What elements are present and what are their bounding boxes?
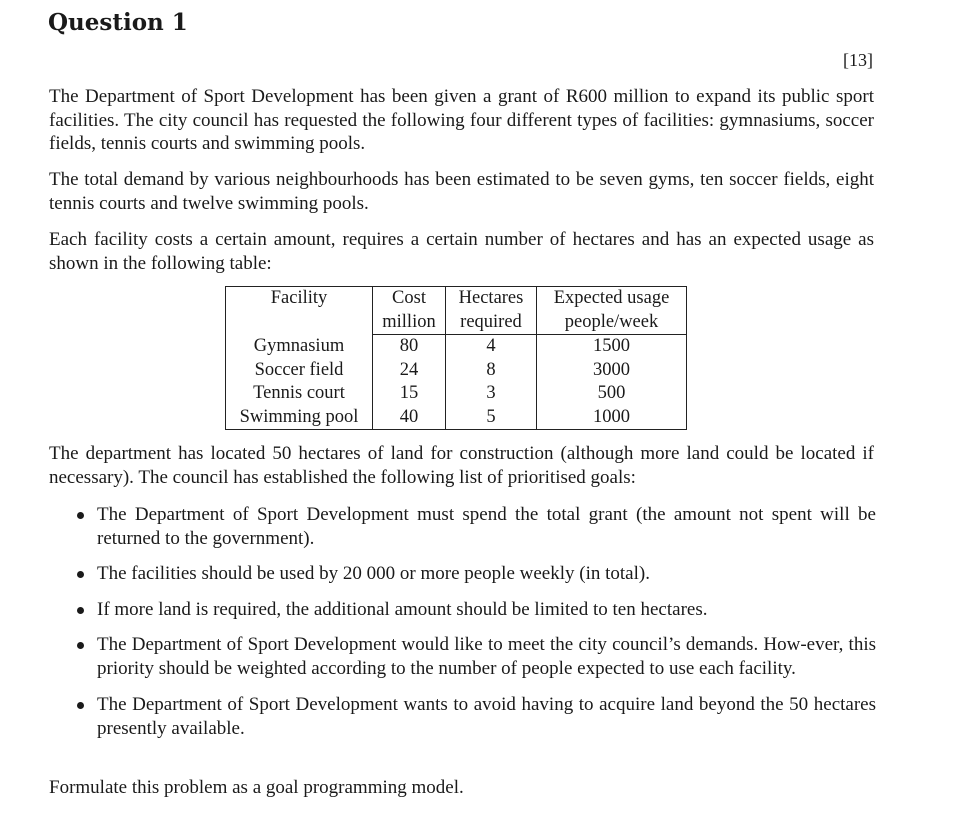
cell-cost: 80	[373, 335, 446, 359]
bullet-icon	[77, 512, 84, 519]
cell-usage: 1500	[537, 335, 687, 359]
goal-text: The Department of Sport Development would like to meet the city council’s demands. How-ever, this priority should be weighted according to the number of people expected to use each facility.	[97, 634, 876, 679]
cell-usage: 1000	[537, 406, 687, 430]
header-usage: Expected usage	[537, 287, 687, 311]
cell-facility: Swimming pool	[226, 406, 373, 430]
costs-paragraph: Each facility costs a certain amount, requires a certain number of hectares and has an expected usage as shown in the following table:	[49, 229, 874, 274]
header-cost-unit: million	[373, 311, 446, 335]
list-item	[76, 562, 876, 586]
bullet-icon	[77, 702, 84, 709]
goal-text: The Department of Sport Development must spend the total grant (the amount not spent will be returned to the government).	[97, 504, 876, 549]
cell-cost: 15	[373, 382, 446, 406]
cell-facility: Tennis court	[226, 382, 373, 406]
list-item	[76, 693, 876, 740]
cell-hectares: 8	[446, 359, 537, 383]
header-hectares-unit: required	[446, 311, 537, 335]
cell-facility: Soccer field	[226, 359, 373, 383]
bullet-icon	[77, 571, 84, 578]
marks-label: [13]	[843, 50, 873, 70]
goal-text: If more land is required, the additional amount should be limited to ten hectares.	[97, 598, 708, 620]
question-title: Question 1	[48, 9, 188, 36]
goal-text: The facilities should be used by 20 000 or more people weekly (in total).	[97, 563, 650, 584]
table-row	[226, 382, 687, 406]
list-item	[76, 598, 876, 622]
list-item	[76, 503, 876, 550]
list-item	[76, 633, 876, 680]
goals-list	[76, 503, 876, 740]
bullet-icon	[77, 642, 84, 649]
cell-cost: 40	[373, 406, 446, 430]
goal-text: The Department of Sport Development wants to avoid having to acquire land beyond the 50 hectares presently available.	[97, 694, 876, 739]
demand-paragraph: The total demand by various neighbourhoods has been estimated to be seven gyms, ten soccer fields, eight tennis courts and twelve swimming pools.	[49, 169, 874, 214]
task-paragraph: Formulate this problem as a goal programming model.	[49, 777, 464, 798]
intro-paragraph: The Department of Sport Development has been given a grant of R600 million to expand its public sport facilities. The city council has requested the following four different types of facilities: gymnasiums, soccer fields, tennis courts and swimming pools.	[49, 86, 874, 154]
bullet-icon	[77, 607, 84, 614]
header-cost: Cost	[373, 287, 446, 311]
header-hectares: Hectares	[446, 287, 537, 311]
header-facility: Facility	[226, 287, 373, 335]
cell-usage: 500	[537, 382, 687, 406]
cell-hectares: 3	[446, 382, 537, 406]
cell-hectares: 4	[446, 335, 537, 359]
table-row	[226, 335, 687, 359]
table-row	[226, 406, 687, 430]
table-header-row	[226, 287, 687, 311]
table-row	[226, 359, 687, 383]
cell-cost: 24	[373, 359, 446, 383]
header-usage-unit: people/week	[537, 311, 687, 335]
cell-usage: 3000	[537, 359, 687, 383]
land-paragraph: The department has located 50 hectares of land for construction (although more land could be located if necessary). The council has established the following list of prioritised goals:	[49, 443, 874, 488]
cell-facility: Gymnasium	[226, 335, 373, 359]
cell-hectares: 5	[446, 406, 537, 430]
facility-table	[225, 286, 687, 430]
